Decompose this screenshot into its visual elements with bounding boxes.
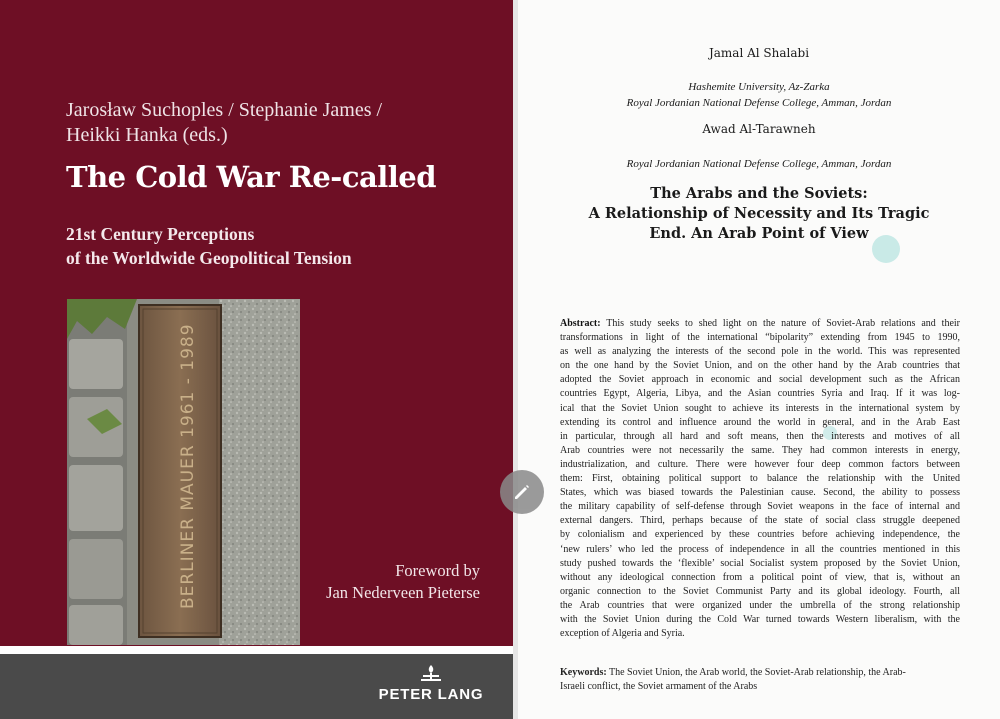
abstract-line: with the Soviet Union during the Cold War turned towards Western liberalism, with the [560, 613, 960, 625]
author-name: Awad Al-Tarawneh [702, 122, 816, 136]
keywords-label: Keywords: [560, 667, 607, 678]
abstract-line: extending its control and influence around the world in general, and in the Arab East [560, 416, 960, 428]
cover-foreword [300, 560, 480, 604]
abstract-line: without any ideological connection from a political point of view, that is, without an [560, 571, 960, 583]
abstract-line: organic connection to the Soviet Communist Party and its global ideology. Fourth, all [560, 585, 960, 597]
abstract-line: adopted the Soviet approach in economic and social development such as the African [560, 374, 960, 386]
author-affiliation: Hashemite University, Az-Zarka [688, 81, 830, 93]
abstract-line: Arab countries were not necessarily the same. They had common interests in energy, [560, 444, 960, 456]
author-name: Jamal Al Shalabi [708, 46, 810, 60]
abstract-line: ‘new rulers’ who led the process of independence in all the countries mentioned in this [560, 543, 960, 555]
abstract [560, 317, 960, 641]
keywords-line: Israeli conflict, the Soviet armament of the Arabs [560, 681, 758, 693]
plaque-text: BERLINER MAUER 1961 - 1989 [178, 323, 198, 609]
cover-foreword-line: Jan Nederveen Pieterse [326, 583, 480, 602]
abstract-line: the Arab countries that were organized under the umbrella of the strong relationship [560, 599, 960, 611]
paper-title-line: End. An Arab Point of View [649, 225, 869, 242]
peter-lang-logo-icon [418, 664, 444, 684]
edit-button[interactable] [500, 470, 544, 514]
cover-editors-line: Heikki Hanka (eds.) [66, 124, 228, 146]
pencil-icon [512, 482, 532, 502]
abstract-line: in particular, through all hard and soft means, then the interests and motives of all [560, 430, 960, 442]
abstract-line: countries Egypt, Algeria, Libya, and the Asian countries Syria and Iraq. If it was log- [560, 388, 960, 400]
author-affiliation: Royal Jordanian National Defense College, Amman, Jordan [626, 158, 892, 170]
abstract-line: them: First, obtaining political support to balance the relationship with the United [560, 473, 960, 485]
keywords-text: The Soviet Union, the Arab world, the Soviet-Arab relationship, the Arab- [606, 667, 906, 678]
abstract-line: the military capability of self-defense through Soviet weapons in the face of internal and [560, 501, 960, 513]
abstract-line: study pushed towards the ‘flexible’ social Socialist system proposed by the Soviet Union, [560, 557, 960, 569]
highlight-marker [872, 235, 900, 263]
cover-subtitle [66, 222, 506, 270]
paper-title-line: A Relationship of Necessity and Its Tragic [588, 205, 930, 222]
cover-photo-berlin-wall-plaque [67, 299, 300, 645]
publisher-name: PETER LANG [378, 686, 484, 703]
cover-title: The Cold War Re-called [66, 160, 437, 194]
cover-foreword-line: Foreword by [395, 561, 480, 580]
abstract-label: Abstract: [560, 318, 601, 329]
abstract-line: on the one hand by the Soviet Union, and on the other hand by the Arab countries that [560, 360, 960, 372]
abstract-line: external dangers. Third, perhaps because of the state of social class struggle deepened [560, 515, 960, 527]
cover-editors-line: Jarosław Suchoples / Stephanie James / [66, 99, 383, 121]
abstract-line: by colonialism and experienced by these countries before achieving independence, the [560, 529, 960, 541]
abstract-line: exception of Algeria and Syria. [560, 628, 685, 640]
cover-editors [66, 98, 486, 148]
abstract-line: ical that the Soviet Union sought to achieve its interests in the international system by [560, 402, 960, 414]
cover-divider-band [0, 646, 513, 654]
cover-subtitle-line: 21st Century Perceptions [66, 224, 255, 244]
publisher-block [366, 664, 496, 703]
abstract-line [560, 317, 960, 331]
abstract-line: transformations in light of the international “bipolarity” extending from 1945 to 1990, [560, 332, 960, 344]
paper-title-line: The Arabs and the Soviets: [650, 185, 868, 202]
paper-page [518, 0, 1000, 719]
author-affiliation: Royal Jordanian National Defense College, Amman, Jordan [626, 97, 892, 109]
abstract-line: industrialization, and culture. There were however four deep common factors between [560, 458, 960, 470]
abstract-line: States, which was biased towards the Palestinian cause. Second, the ability to possess [560, 487, 960, 499]
cover-subtitle-line: of the Worldwide Geopolitical Tension [66, 248, 352, 268]
keywords-line [560, 666, 960, 680]
keywords [560, 666, 960, 694]
abstract-text: This study seeks to shed light on the nature of Soviet-Arab relations and their [600, 318, 960, 329]
abstract-line: as well as analyzing the interests of the second pole in the world. This was represented [560, 346, 960, 358]
paper-title [518, 184, 1000, 244]
